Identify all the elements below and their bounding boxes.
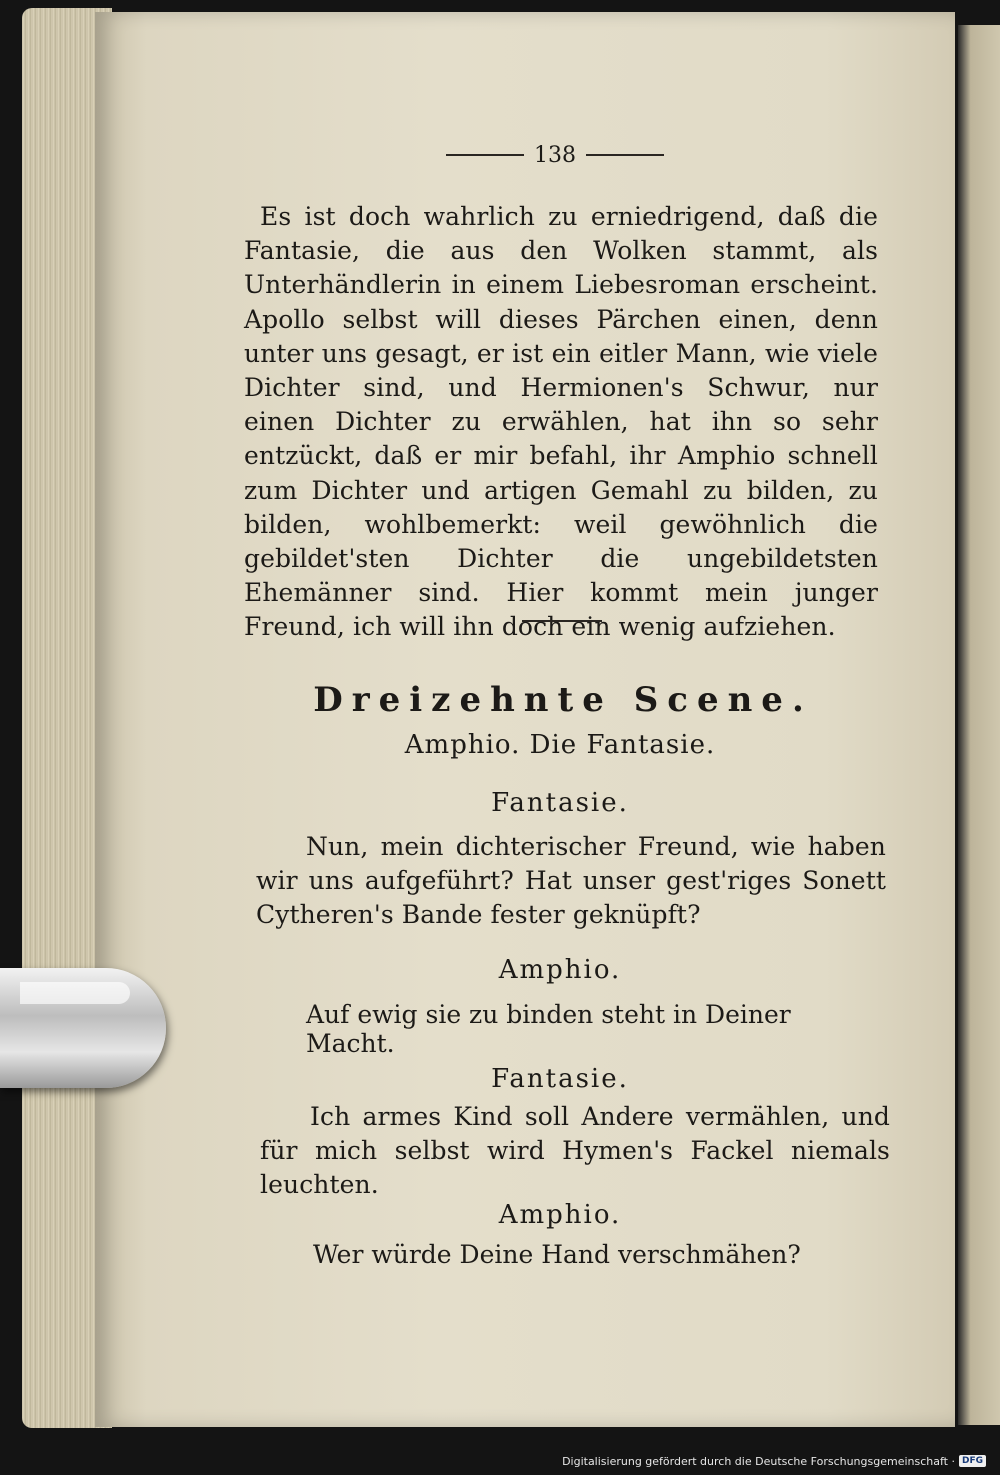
scene-title: Dreizehnte Scene. xyxy=(313,680,813,720)
speaker-name: Amphio. xyxy=(498,955,622,985)
section-divider xyxy=(522,620,602,622)
speech-text: Ich armes Kind soll Andere vermählen, und für mich selbst wird Hymen's Fackel niemals leuchten. xyxy=(260,1102,890,1200)
speaker-name: Fantasie. xyxy=(491,788,629,818)
dfg-logo: DFG xyxy=(959,1455,986,1467)
page-number: 138 xyxy=(534,142,576,168)
page-header xyxy=(440,142,670,168)
speech-text: Wer würde Deine Hand verschmähen? xyxy=(313,1240,801,1269)
header-rule-left xyxy=(446,154,524,156)
speech-text: Nun, mein dichterischer Freund, wie haben wir uns aufgeführt? Hat unser gest'riges Sonett Cytheren's Bande fester geknüpft? xyxy=(256,832,886,930)
page-clamp xyxy=(0,968,166,1088)
speech-text: Auf ewig sie zu binden steht in Deiner Macht. xyxy=(306,1000,791,1058)
speaker-name: Fantasie. xyxy=(491,1064,629,1094)
credit-text: Digitalisierung gefördert durch die Deutsche Forschungsgemeinschaft · xyxy=(562,1454,955,1468)
digitization-credit xyxy=(562,1453,986,1469)
opening-paragraph: Es ist doch wahrlich zu erniedrigend, daß die Fantasie, die aus den Wolken stammt, als Unterhändlerin in einem Liebesroman erscheint. Apollo selbst will dieses Pärchen einen, denn unter uns gesagt, er ist ein eitler Mann, wie viele Dichter sind, und Hermionen's Schwur, nur einen Dichter zu erwählen, hat ihn so sehr entzückt, daß er mir befahl, ihr Amphio schnell zum Dichter und artigen Gemahl zu bilden, zu bilden, wohlbemerkt: weil gewöhnlich die gebildet'sten Dichter die ungebildetsten Ehemänner sind. Hier kommt mein junger Freund, ich will ihn doch ein wenig aufziehen. xyxy=(244,202,878,642)
speaker-name: Amphio. xyxy=(498,1200,622,1230)
cast-list: Amphio. Die Fantasie. xyxy=(404,730,716,760)
header-rule-right xyxy=(586,154,664,156)
